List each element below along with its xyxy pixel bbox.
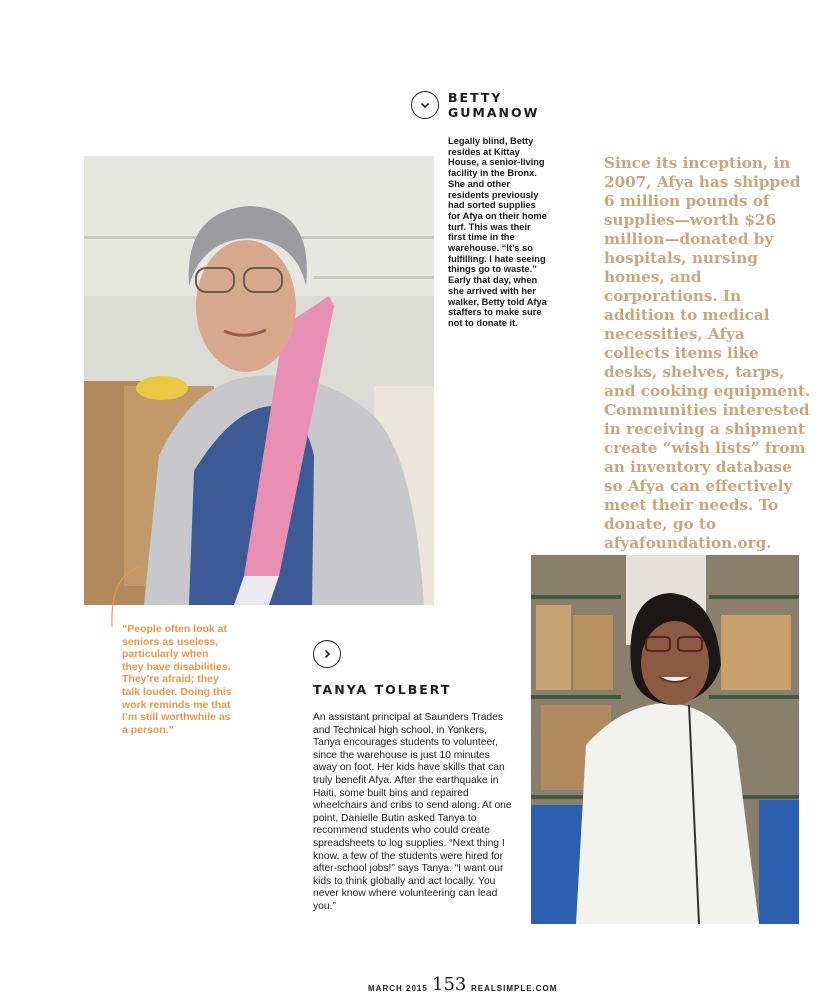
betty-photo	[84, 156, 434, 605]
page-footer	[0, 976, 820, 998]
chevron-right-icon	[321, 648, 333, 660]
quote-connector-line	[100, 565, 145, 631]
page-number: 153	[432, 974, 467, 995]
betty-quote: “People often look at seniors as useless, particularly when they have disabilities. They’re afraid; they talk louder. Doing this work reminds me that I’m still worthwhile as a person.”	[122, 623, 232, 736]
chevron-down-icon	[419, 99, 431, 111]
betty-name-heading	[448, 90, 539, 120]
pull-quote: Since its inception, in 2007, Afya has shipped 6 million pounds of supplies—worth $26 million—donated by hospitals, nursing homes, and corporations. In addition to medical necessities, Afya collects items like desks, shelves, tarps, and cooking equipment. Communities interested in receiving a shipment create “wish lists” from an inventory database so Afya can effectively meet their needs. To donate, go to afyafoundation.org.	[604, 154, 811, 552]
tanya-bio: An assistant principal at Saunders Trades and Technical high school, in Yonkers, Tanya encourages students to volunteer, since the warehouse is just 10 minutes away on foot. Her kids have skills that can truly benefit Afya. After the earthquake in Haiti, some built bins and repaired wheelchairs and cribs to send along. At one point, Danielle Butin asked Tanya to recommend students who could create spreadsheets to log supplies. “Next thing I know, a few of the students were hired for after-school jobs!” says Tanya. “I want our kids to think globally and act locally. You never know where volunteering can lead you.”	[313, 712, 512, 912]
tanya-name-heading: TANYA TOLBERT	[313, 682, 452, 697]
tanya-photo	[531, 555, 799, 924]
footer-site: REALSIMPLE.COM	[471, 984, 558, 993]
betty-name-line2: GUMANOW	[448, 105, 540, 120]
footer-month: MARCH 2015	[368, 984, 428, 993]
chevron-right-button[interactable]	[313, 640, 341, 668]
chevron-down-button[interactable]	[411, 91, 439, 119]
betty-bio: Legally blind, Betty resides at Kittay House, a senior-living facility in the Bronx. She and other residents previously had sorted supplies for Afya on their home turf. This was their first time in the warehouse. “It’s so fulfilling. I hate seeing things go to waste.” Early that day, when she arrived with her walker, Betty told Afya staffers to make sure not to donate it.	[448, 136, 547, 328]
betty-name-line1: BETTY	[448, 90, 503, 105]
